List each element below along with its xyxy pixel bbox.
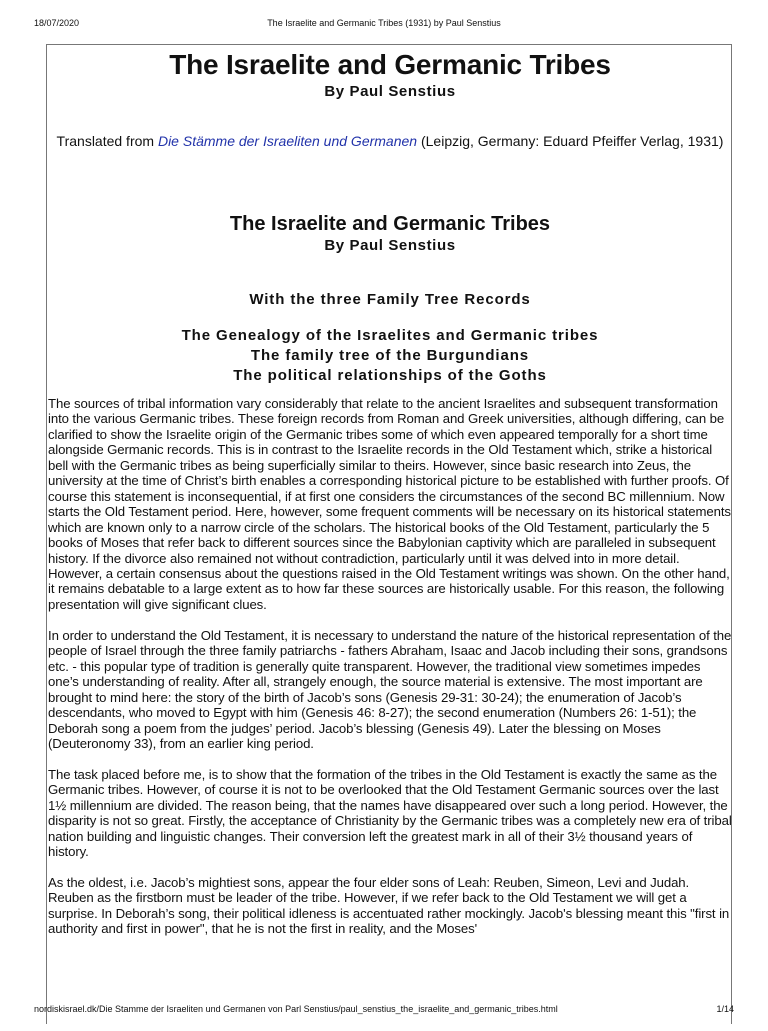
paragraph: The task placed before me, is to show that the formation of the tribes in the Old Testament is exactly the same as the Germanic tribes. However, of course it is not to be overlooked that the Old Testament Germanic sources over the last 1½ millennium are divided. The reason being, that the names have disappeared over such a long period. However, the disparity is not so great. Firstly, the acceptance of Christianity by the Germanic tribes was a completely new era of tribal nation building and linguistic changes. Their conversion left the greatest mark in all of their 3½ thousand years of history. — [48, 766, 732, 860]
records-list — [48, 326, 732, 386]
paragraph: In order to understand the Old Testament, it is necessary to understand the nature of the historical representation of the people of Israel through the three family patriarchs - fathers Abraham, Isaac and Jacob including their sons, grandsons etc. - this popular type of tradition is generally quite transparent. However, the traditional view sometimes impedes one’s understanding of reality. After all, strangely enough, the source material is extensive. The most important are brought to mind here: the story of the birth of Jacob’s sons (Genesis 29-31: 30-24); the enumeration of Jacob’s descendants, who moved to Egypt with him (Genesis 46: 8-27); the second enumeration (Numbers 26: 1-51); the Deborah song a poem from the judges’ period. Jacob’s blessing (Genesis 49). Later the blessing on Moses (Deuteronomy 33), from an earlier king period. — [48, 627, 732, 751]
record-item: The Genealogy of the Israelites and Germanic tribes — [181, 327, 599, 344]
print-footer — [34, 1004, 734, 1031]
print-page-number: 1/14 — [716, 1004, 734, 1014]
paragraph: As the oldest, i.e. Jacob’s mightiest sons, appear the four elder sons of Leah: Reuben, Simeon, Levi and Judah. Reuben as the firstborn must be leader of the tribe. However, if we refer back to the Old Testament we will get a surprise. In Deborah’s song, their political idleness is accentuated rather mockingly. Jacob's blessing meant this "first in authority and first in power", that he is not the first in reality, and the Moses' — [48, 875, 730, 937]
document-title: The Israelite and Germanic Tribes — [169, 49, 611, 80]
print-header — [34, 17, 734, 29]
record-item: The family tree of the Burgundians — [250, 347, 530, 364]
paragraph: The sources of tribal information vary considerably that relate to the ancient Israelites and subsequent transformation into the various Germanic tribes. These foreign records from Roman and Greek universities, although differing, can be clarified to show the Israelite origin of the Germanic tribes some of which even appeared temporally for a short time alongside Germanic records. This is in contrast to the Israelite records in the Old Testament which, strike a historical bell with the Germanic tribes as being superficially similar to theirs. However, since basic research into Zeus, the university at the time of Christ’s birth enables a corresponding historical picture to be established with further proofs. Of course this statement is inconsequential, if at first one considers the circumstances of the second BC millennium. Now starts the Old Testament period. Here, however, some frequent comments will be necessary on its historical statements which are known only to a narrow circle of the scholars. The historical books of the Old Testament, particularly the 5 books of Moses that refer back to different sources since the Babylonian captivity which are paralleled in subsequent history. If the divorce also remained not without contradiction, particularly until it was delved into in more detail. However, a certain consensus about the questions raised in the Old Testament writings was shown. On the other hand, it remains debatable to a large extent as to how far these sources are historically usable. For this reason, the following presentation will give significant clues. — [48, 396, 731, 612]
document-subtitle-author: By Paul Senstius — [324, 237, 456, 254]
translation-note — [48, 132, 732, 150]
print-date: 18/07/2020 — [34, 18, 80, 28]
records-heading: With the three Family Tree Records — [249, 291, 531, 308]
translation-suffix: (Leipzig, Germany: Eduard Pfeiffer Verlag, 1931) — [417, 133, 724, 149]
translation-prefix: Translated from — [56, 133, 158, 149]
record-item: The political relationships of the Goths — [233, 367, 547, 384]
document-subtitle: The Israelite and Germanic Tribes — [229, 213, 551, 235]
print-url: nordiskisrael.dk/Die Stamme der Israeliten und Germanen von Parl Senstius/paul_senstius_the_israelite_and_germanic_tribes.html — [34, 1004, 558, 1014]
body-text — [48, 396, 732, 1002]
document-author: By Paul Senstius — [324, 83, 456, 100]
original-title-link[interactable]: Die Stämme der Israeliten und Germanen — [157, 133, 418, 149]
print-page-title: The Israelite and Germanic Tribes (1931) by Paul Senstius — [267, 18, 501, 28]
